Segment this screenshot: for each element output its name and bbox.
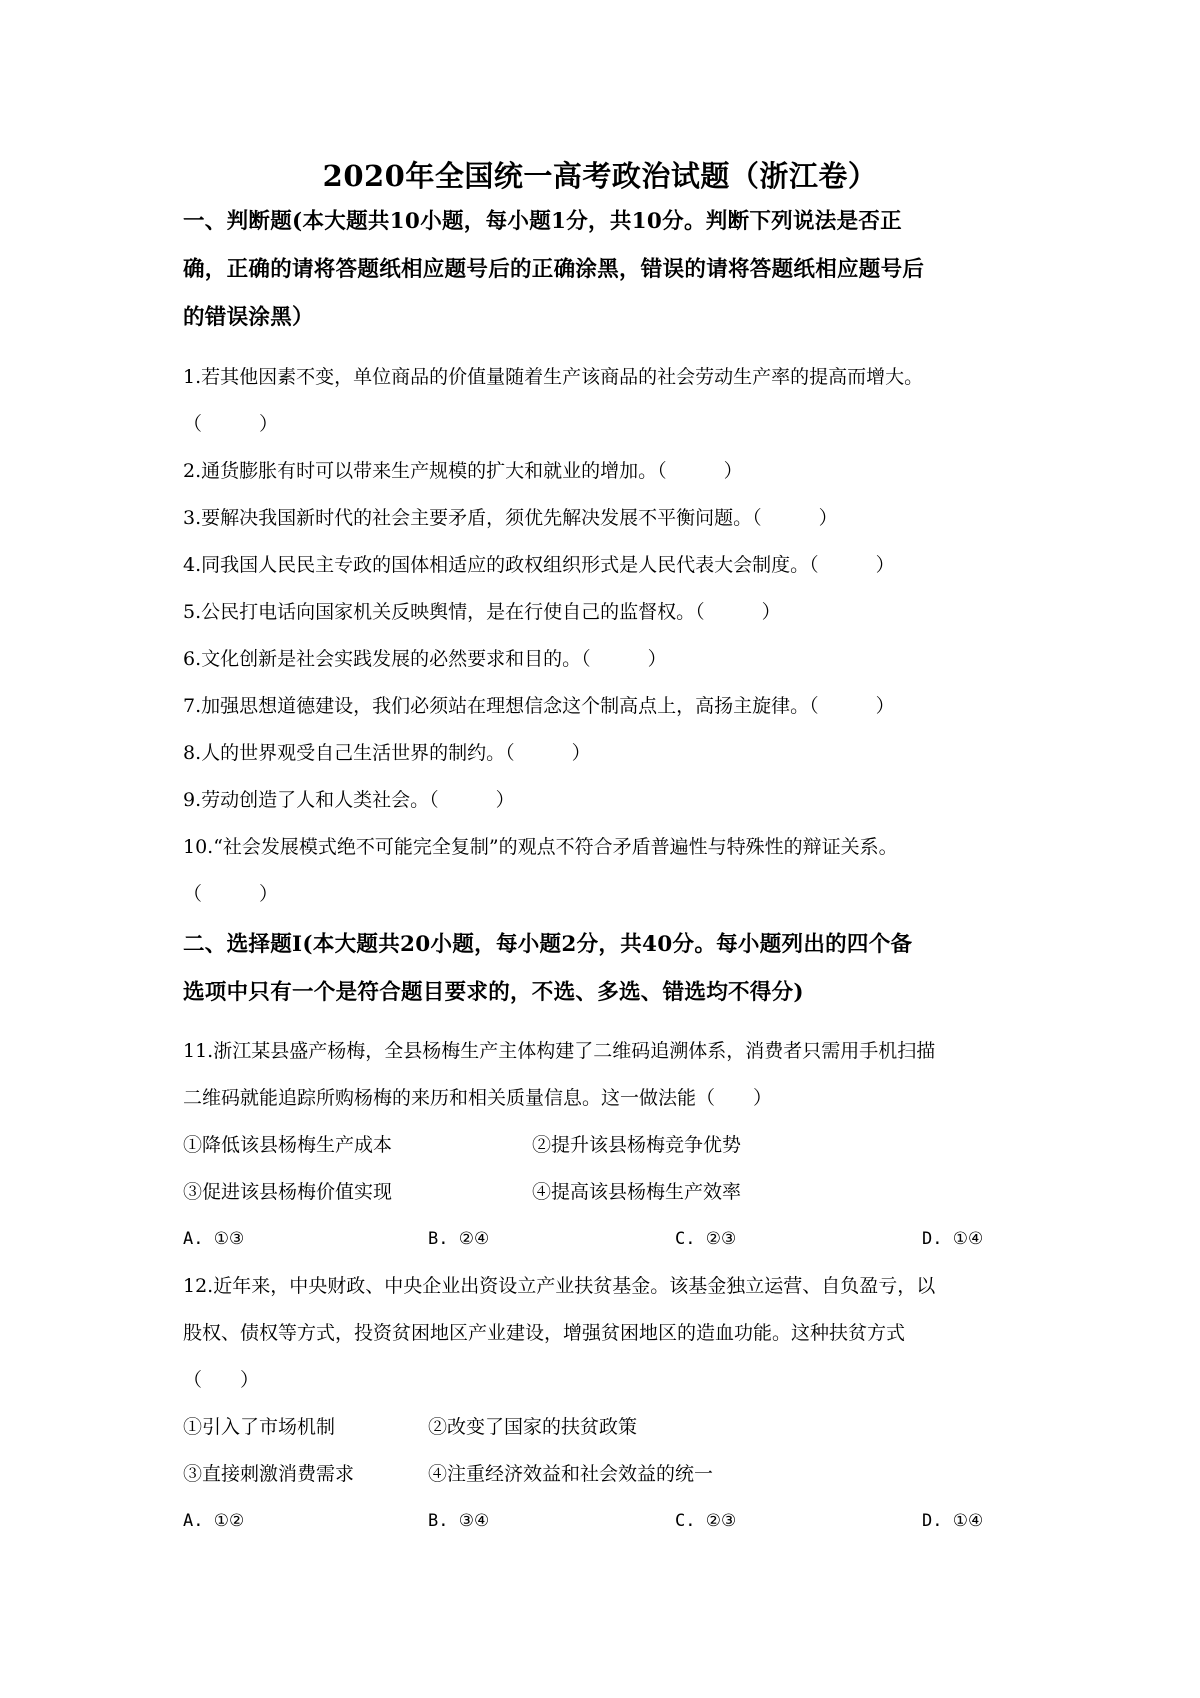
q11-choice-b: B. ②④ [428,1229,490,1249]
question-5: 5.公民打电话向国家机关反映舆情，是在行使自己的监督权。（ ） [183,601,781,623]
q11-statement-4: ④提高该县杨梅生产效率 [532,1181,742,1203]
question-8: 8.人的世界观受自己生活世界的制约。（ ） [183,742,591,764]
question-10-blank: （ ） [183,883,279,905]
question-7: 7.加强思想道德建设，我们必须站在理想信念这个制高点上，高扬主旋律。（ ） [183,695,895,717]
q12-choice-d: D. ①④ [922,1511,984,1531]
question-1-blank: （ ） [183,413,279,435]
section1-heading-line-2: 确，正确的请将答题纸相应题号后的正确涂黑，错误的请将答题纸相应题号后 [183,257,925,282]
q12-statement-2: ②改变了国家的扶贫政策 [428,1416,638,1438]
question-9: 9.劳动创造了人和人类社会。（ ） [183,789,515,811]
section2-heading-line-1: 二、选择题Ⅰ(本大题共20小题，每小题2分，共40分。每小题列出的四个备 [183,932,913,957]
question-4: 4.同我国人民民主专政的国体相适应的政权组织形式是人民代表大会制度。（ ） [183,554,895,576]
q12-statement-4: ④注重经济效益和社会效益的统一 [428,1463,714,1485]
question-11-line-2: 二维码就能追踪所购杨梅的来历和相关质量信息。这一做法能（ ） [183,1087,773,1109]
question-3: 3.要解决我国新时代的社会主要矛盾，须优先解决发展不平衡问题。（ ） [183,507,838,529]
q11-choice-a: A. ①③ [183,1229,245,1249]
exam-title: 2020年全国统一高考政治试题（浙江卷） [322,159,878,193]
question-2: 2.通货膨胀有时可以带来生产规模的扩大和就业的增加。（ ） [183,460,743,482]
q11-choice-c: C. ②③ [675,1229,737,1249]
question-1: 1.若其他因素不变，单位商品的价值量随着生产该商品的社会劳动生产率的提高而增大。 [183,366,924,388]
question-12-line-1: 12.近年来，中央财政、中央企业出资设立产业扶贫基金。该基金独立运营、自负盈亏，以 [183,1275,936,1297]
q11-statement-2: ②提升该县杨梅竞争优势 [532,1134,742,1156]
q12-statement-1: ①引入了市场机制 [183,1416,336,1438]
question-10: 10.“社会发展模式绝不可能完全复制”的观点不符合矛盾普遍性与特殊性的辩证关系。 [183,836,898,858]
question-11-line-1: 11.浙江某县盛产杨梅，全县杨梅生产主体构建了二维码追溯体系，消费者只需用手机扫描 [183,1040,936,1062]
section1-heading-line-1: 一、判断题(本大题共10小题，每小题1分，共10分。判断下列说法是否正 [183,209,902,234]
question-12-line-2: 股权、债权等方式，投资贫困地区产业建设，增强贫困地区的造血功能。这种扶贫方式 [183,1322,906,1344]
q11-choice-d: D. ①④ [922,1229,984,1249]
section1-heading-line-3: 的错误涂黑） [183,305,314,330]
q12-choice-a: A. ①② [183,1511,245,1531]
q11-statement-3: ③促进该县杨梅价值实现 [183,1181,393,1203]
q11-statement-1: ①降低该县杨梅生产成本 [183,1134,393,1156]
question-12-line-3: （ ） [183,1369,260,1391]
q12-choice-c: C. ②③ [675,1511,737,1531]
question-6: 6.文化创新是社会实践发展的必然要求和目的。（ ） [183,648,667,670]
q12-statement-3: ③直接刺激消费需求 [183,1463,355,1485]
q12-choice-b: B. ③④ [428,1511,490,1531]
section2-heading-line-2: 选项中只有一个是符合题目要求的，不选、多选、错选均不得分) [183,980,804,1005]
